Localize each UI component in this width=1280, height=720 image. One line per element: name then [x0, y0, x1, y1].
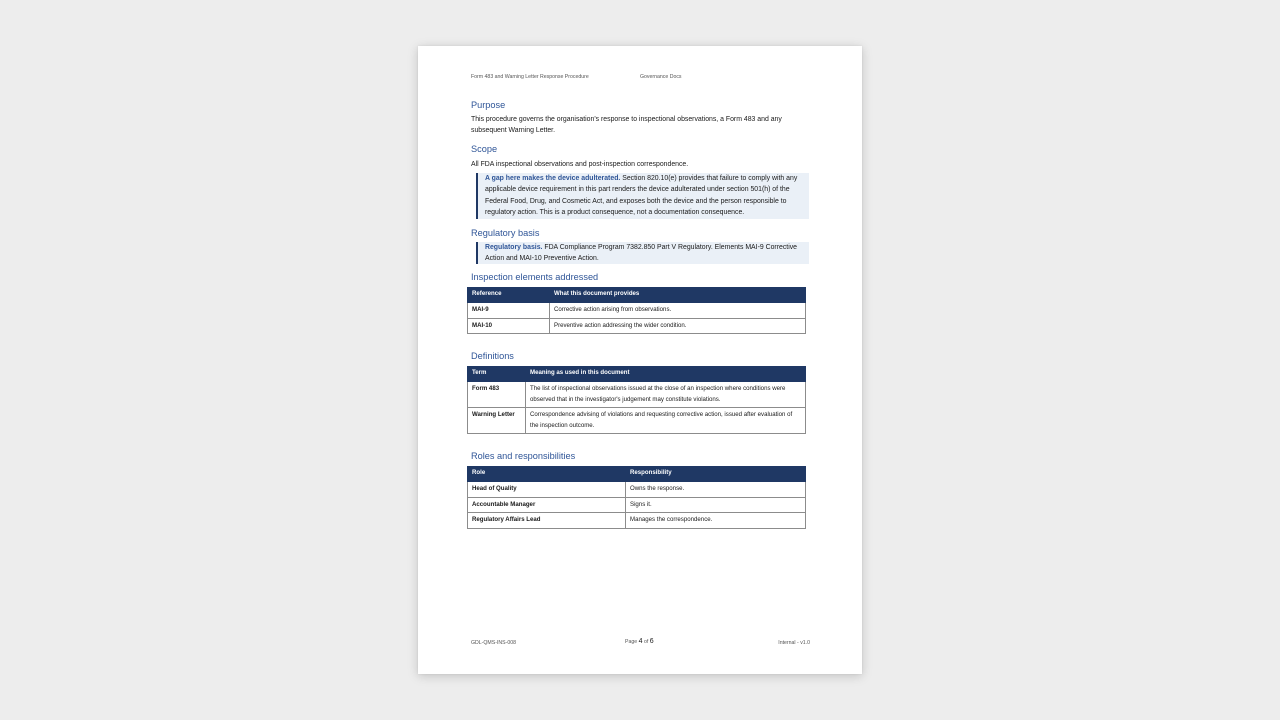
table-cell: Preventive action addressing the wider condition.	[550, 318, 806, 334]
regulatory-callout-text: FDA Compliance Program 7382.850 Part V Regulatory. Elements MAI-9 Corrective Action and MAI-10 Preventive Action.	[485, 243, 798, 263]
page-of: of	[643, 639, 649, 645]
table-row	[468, 482, 806, 498]
regulatory-heading: Regulatory basis	[471, 227, 540, 238]
table-cell: Corrective action arising from observations.	[550, 303, 806, 319]
table-row	[468, 303, 806, 319]
page-prefix: Page	[625, 639, 638, 645]
table-cell: Regulatory Affairs Lead	[468, 513, 626, 529]
table-cell: Signs it.	[626, 497, 806, 513]
table-cell: Form 483	[468, 382, 526, 408]
column-header: Term	[468, 367, 526, 382]
definitions-heading: Definitions	[471, 351, 514, 362]
page-total: 6	[649, 638, 654, 645]
column-header: Responsibility	[626, 467, 806, 482]
scope-callout-text: Section 820.10(e) provides that failure to comply with any applicable device requirement in this part renders the device adulterated under section 501(h) of the Federal Food, Drug, and Cosmetic Act, and exposes both the device and the person responsible to regulatory action. This is a product consequence, not a documentation consequence.	[485, 175, 798, 217]
table-header-row	[468, 467, 806, 482]
scope-callout	[476, 173, 809, 219]
roles-heading: Roles and responsibilities	[471, 451, 576, 462]
table-header-row	[468, 367, 806, 382]
scope-callout-lead: A gap here makes the device adulterated.	[485, 175, 621, 182]
definitions-table	[467, 366, 806, 434]
table-cell: The list of inspectional observations issued at the close of an inspection where conditions were observed that in the investigator's judgement may constitute violations.	[526, 382, 806, 408]
table-cell: Accountable Manager	[468, 497, 626, 513]
purpose-heading: Purpose	[471, 100, 506, 110]
elements-table	[467, 287, 806, 334]
classification-label: Internal - v1.0	[778, 640, 810, 646]
scope-text: All FDA inspectional observations and post-inspection correspondence.	[471, 161, 689, 168]
table-cell: Correspondence advising of violations and requesting corrective action, issued after evaluation of the inspection outcome.	[526, 408, 806, 434]
document-id: GDL-QMS-INS-008	[471, 640, 516, 646]
page-current: 4	[638, 638, 643, 645]
table-cell: MAI-9	[468, 303, 550, 319]
table-cell: Warning Letter	[468, 408, 526, 434]
document-page	[418, 46, 862, 674]
column-header: What this document provides	[550, 288, 806, 303]
table-cell: Head of Quality	[468, 482, 626, 498]
table-row	[468, 382, 806, 408]
roles-table	[467, 466, 806, 529]
header-title: Form 483 and Warning Letter Response Procedure	[471, 74, 589, 80]
document-body	[471, 100, 809, 529]
elements-heading: Inspection elements addressed	[471, 272, 599, 283]
table-row	[468, 513, 806, 529]
table-row	[468, 497, 806, 513]
table-cell: MAI-10	[468, 318, 550, 334]
regulatory-callout	[476, 242, 809, 265]
column-header: Role	[468, 467, 626, 482]
table-header-row	[468, 288, 806, 303]
column-header: Reference	[468, 288, 550, 303]
running-header	[471, 74, 682, 80]
header-section: Governance Docs	[640, 74, 682, 80]
table-cell: Manages the correspondence.	[626, 513, 806, 529]
table-cell: Owns the response.	[626, 482, 806, 498]
column-header: Meaning as used in this document	[526, 367, 806, 382]
scope-heading: Scope	[471, 144, 498, 154]
table-row	[468, 318, 806, 334]
purpose-text: This procedure governs the organisation's response to inspectional observations, a Form 483 and any subsequent Warning Letter.	[471, 116, 782, 134]
page-number	[625, 638, 654, 645]
table-row	[468, 408, 806, 434]
regulatory-callout-lead: Regulatory basis.	[485, 243, 543, 251]
